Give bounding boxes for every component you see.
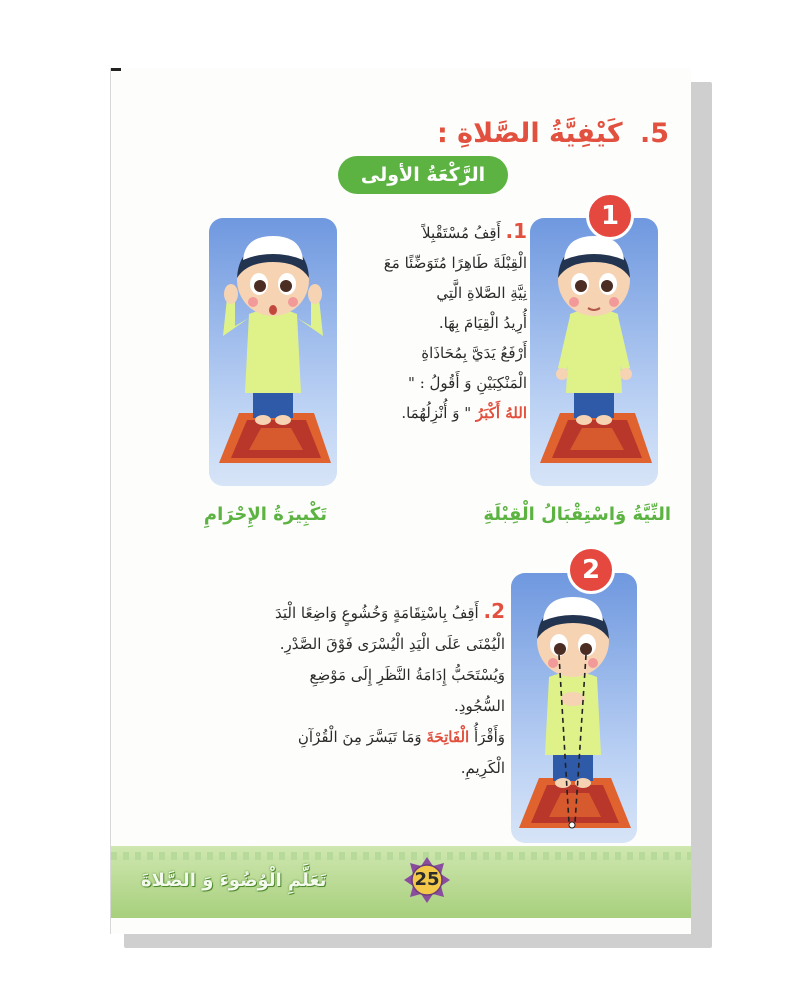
step2-line-2: الْيُمْنَى عَلَى الْيَدِ الْيُسْرَى فَوْقَ الصَّدْرِ. bbox=[279, 635, 505, 653]
step1-text bbox=[349, 216, 527, 428]
step2-badge: 2 bbox=[567, 546, 615, 594]
step1-line-4: أُرِيدُ الْقِيَامَ بِهَا. bbox=[438, 314, 527, 332]
section-number: 5. bbox=[639, 118, 669, 149]
page-number: 25 bbox=[414, 869, 440, 890]
step2-number: 2. bbox=[483, 599, 505, 623]
book-page bbox=[110, 68, 691, 934]
footer-pattern bbox=[111, 852, 691, 860]
step1-line-5: أَرْفَعُ يَدَيَّ بِمُحَاذَاةِ bbox=[421, 344, 527, 362]
step1-badge: 1 bbox=[586, 192, 634, 240]
step1-line-3: نِيَّةِ الصَّلاةِ الَّتِي bbox=[436, 284, 527, 302]
illustration-qibla bbox=[530, 218, 658, 486]
footer-band bbox=[111, 846, 691, 918]
boy-standing-illustration bbox=[530, 218, 658, 486]
fatiha-phrase: الْفَاتِحَةَ bbox=[426, 728, 470, 746]
book-title: تَعَلَّمِ الْوُضُوءَ وَ الصَّلاةَ bbox=[141, 870, 327, 891]
step2-line-4: السُّجُودِ. bbox=[454, 697, 505, 715]
section-title bbox=[437, 118, 669, 149]
step1-line-7: اللهُ أَكْبَرُ " وَ أُنْزِلُهُمَا. bbox=[401, 404, 527, 422]
boy-qiyam-illustration bbox=[511, 573, 637, 843]
step1-line-2: الْقِبْلَةَ طَاهِرًا مُتَوَضِّئًا مَعَ bbox=[383, 254, 527, 272]
step2-text bbox=[219, 596, 505, 784]
step1-number: 1. bbox=[505, 219, 527, 243]
illustration-qiyam bbox=[511, 573, 637, 843]
section-heading: كَيْفِيَّةُ الصَّلاةِ : bbox=[436, 118, 623, 149]
takbir-phrase: اللهُ أَكْبَرُ bbox=[475, 404, 527, 422]
illustration-takbir bbox=[209, 218, 337, 486]
step1-line-1: 1. أَقِفُ مُسْتَقْبِلاً bbox=[422, 219, 527, 243]
step1-line-6: الْمَنْكِبَيْنِ وَ أَقُولُ : " bbox=[408, 374, 527, 392]
step2-line-3: وَيُسْتَحَبُّ إِدَامَةُ النَّظَرِ إِلَى مَوْضِعِ bbox=[309, 666, 505, 684]
rakah-label: الرَّكْعَةُ الأولى bbox=[338, 156, 508, 194]
caption-takbir: تَكْبِيرَةُ الإِحْرَامِ bbox=[203, 504, 327, 525]
caption-intention: النِّيَّةُ وَاسْتِقْبَالُ الْقِبْلَةِ bbox=[483, 504, 671, 525]
step2-line-5: وَأَقْرَأُ الْفَاتِحَةَ وَمَا تَيَسَّرَ مِنَ الْقُرْآنِ bbox=[297, 728, 505, 746]
page-number-ornament bbox=[403, 856, 451, 904]
step2-line-6: الْكَرِيمِ. bbox=[460, 759, 505, 777]
step2-line-1: 2. أَقِفُ بِاسْتِقَامَةٍ وَخُشُوعٍ وَاضِعًا الْيَدَ bbox=[274, 599, 505, 623]
corner-mark bbox=[111, 68, 121, 71]
boy-takbir-illustration bbox=[209, 218, 337, 486]
